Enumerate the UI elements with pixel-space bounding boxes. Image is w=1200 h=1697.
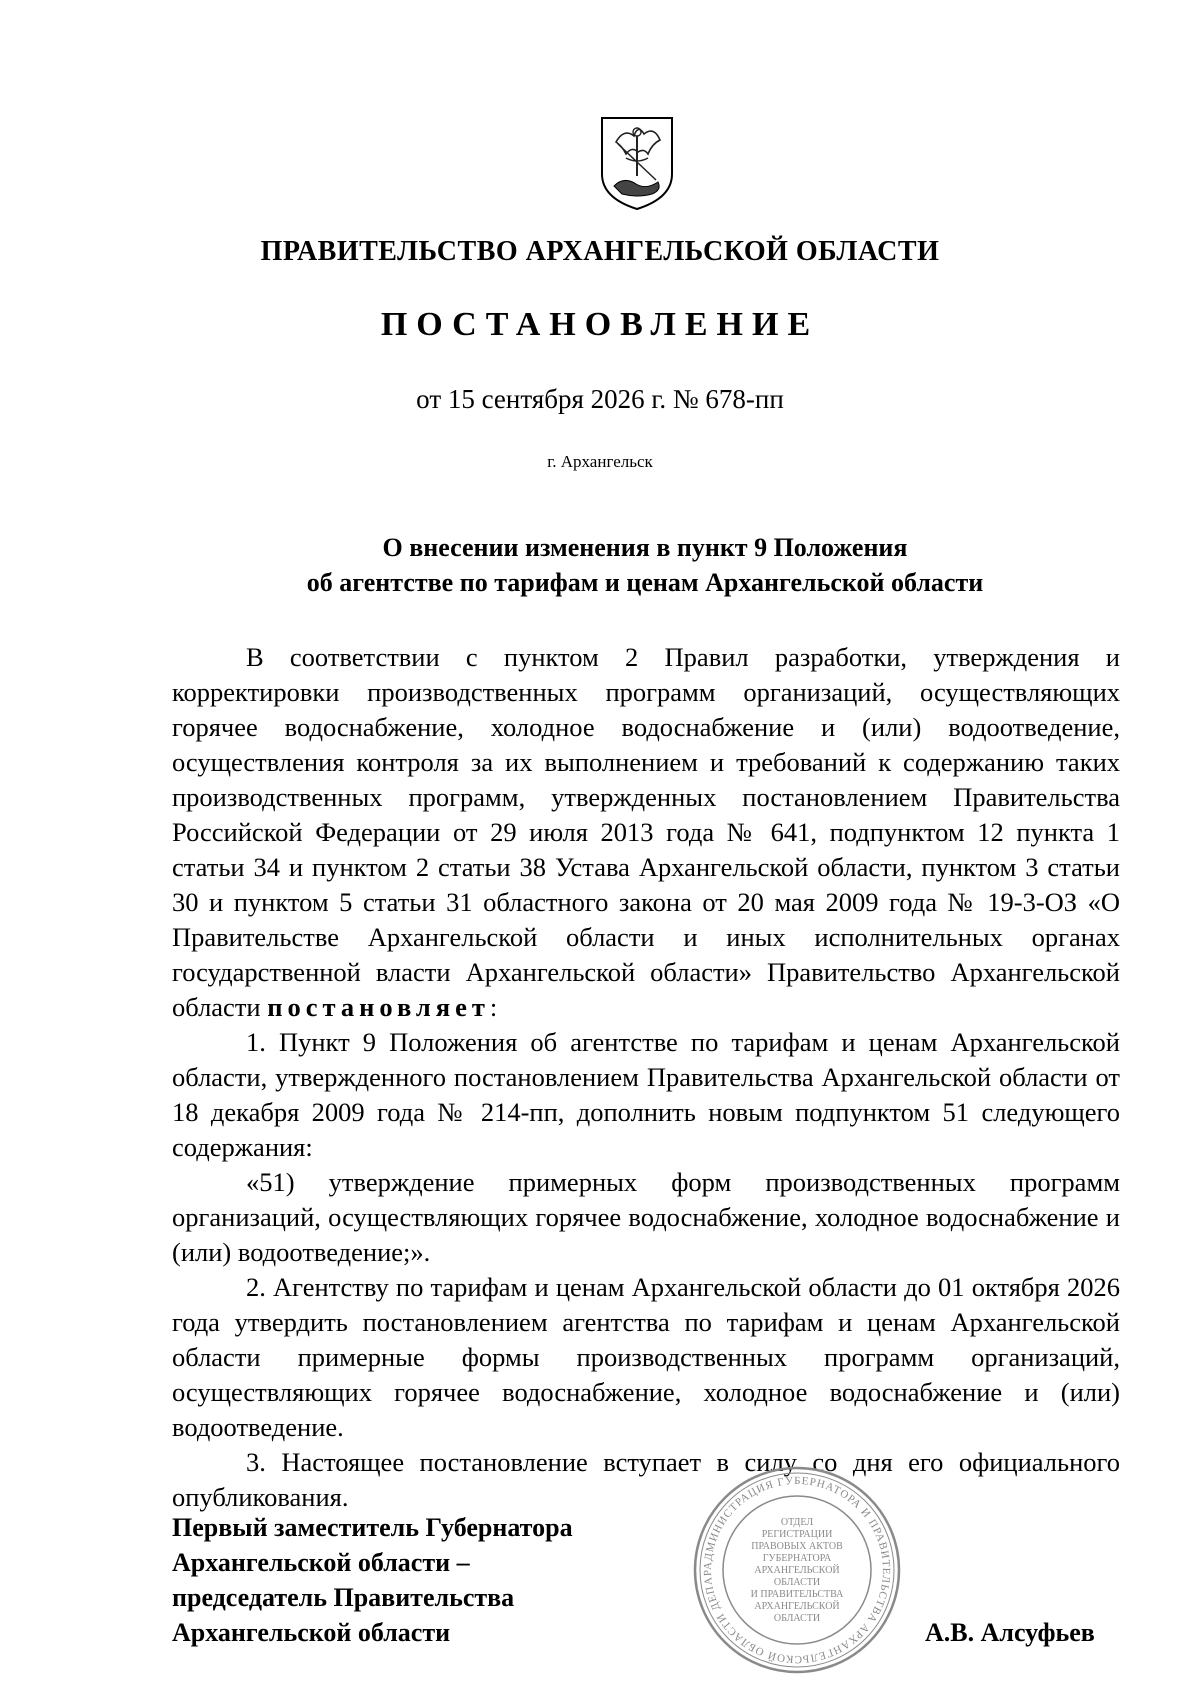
item-1-paragraph: 1. Пункт 9 Положения об агентстве по тарифам и ценам Архангельской области, утвержденного постановлением Правительства Архангельской области от 18 декабря 2009 года № 214-пп, дополнить новым подпунктом 51 следующего содержания: (172, 1027, 1120, 1162)
seal-inner-line: АРХАНГЕЛЬСКОЙ (754, 1601, 840, 1612)
item-1-quote-paragraph: «51) утверждение примерных форм производственных программ организаций, осуществляющих горячее водоснабжение, холодное водоснабжение и (или) водоотведение;». (172, 1167, 1120, 1267)
seal-ring-text: АДМИНИСТРАЦИЯ ГУБЕРНАТОРА И ПРАВИТЕЛЬСТВА АРХАНГЕЛЬСКОЙ ОБЛАСТИ ДЕПАР (701, 1474, 893, 1666)
document-date-number: от 15 сентября 2026 г. № 678-пп (416, 384, 784, 414)
item-2-paragraph: 2. Агентству по тарифам и ценам Архангельской области до 01 октября 2026 года утвердить постановлением агентства по тарифам и ценам Архангельской области примерные формы производственных программ организаций, осуществляющих горячее водоснабжение, холодное водоснабжение и (или) водоотведение. (172, 1272, 1120, 1442)
coat-of-arms-icon (598, 114, 676, 212)
signatory-title-line: Первый заместитель Губернатора (172, 1513, 573, 1542)
signatory-title-line: председатель Правительства (172, 1583, 515, 1612)
government-title: ПРАВИТЕЛЬСТВО АРХАНГЕЛЬСКОЙ ОБЛАСТИ (260, 236, 940, 267)
preamble-text: В соответствии с пунктом 2 Правил разработки, утверждения и корректировки производственных программ организаций, осуществляющих горячее водоснабжение, холодное водоснабжение и (или) водоотведение, осуществления контроля за их выполнением и требований к содержанию таких производственных программ, утвержденных постановлением Правительства Российской Федерации от 29 июля 2013 года № 641, подпунктом 12 пункта 1 статьи 34 и пунктом 2 статьи 38 Устава Архангельской области, пунктом 3 статьи 30 и пунктом 5 статьи 31 областного закона от 20 мая 2009 года № 19-3-ОЗ «О Правительстве Архангельской области и иных исполнительных органах государственной власти Архангельской области» Правительство Архангельской области (172, 642, 1120, 1022)
seal-inner-line: ОТДЕЛ (780, 1517, 814, 1528)
preamble-paragraph (172, 640, 1120, 1025)
seal-inner-line: ОБЛАСТИ (773, 1577, 821, 1588)
document-city: г. Архангельск (547, 452, 653, 471)
official-seal-icon (692, 1465, 902, 1675)
seal-inner-line: РЕГИСТРАЦИИ (761, 1529, 833, 1540)
seal-inner-line: ГУБЕРНАТОРА (762, 1553, 832, 1564)
document-type: ПОСТАНОВЛЕНИЕ (380, 306, 820, 343)
signatory-title-line: Архангельской области – (172, 1548, 470, 1577)
decree-colon: : (489, 992, 498, 1022)
signatory-title (172, 1510, 573, 1650)
document-subject (170, 530, 1120, 600)
seal-inner-line: ПРАВОВЫХ АКТОВ (751, 1541, 843, 1552)
subject-line: О внесении изменения в пункт 9 Положения (382, 533, 908, 562)
subject-line: об агентстве по тарифам и ценам Архангельской области (306, 568, 984, 597)
seal-inner-line: И ПРАВИТЕЛЬСТВА (750, 1589, 844, 1600)
signatory-name: А.В. Алсуфьев (925, 1618, 1095, 1647)
decree-word: постановляет (267, 992, 490, 1022)
seal-inner-line: ОБЛАСТИ (773, 1613, 821, 1624)
item-3-paragraph: 3. Настоящее постановление вступает в силу со дня его официального опубликования. (172, 1447, 1120, 1512)
document-body (172, 640, 1120, 1515)
seal-inner-line: АРХАНГЕЛЬСКОЙ (754, 1565, 840, 1576)
signatory-title-line: Архангельской области (172, 1618, 451, 1647)
